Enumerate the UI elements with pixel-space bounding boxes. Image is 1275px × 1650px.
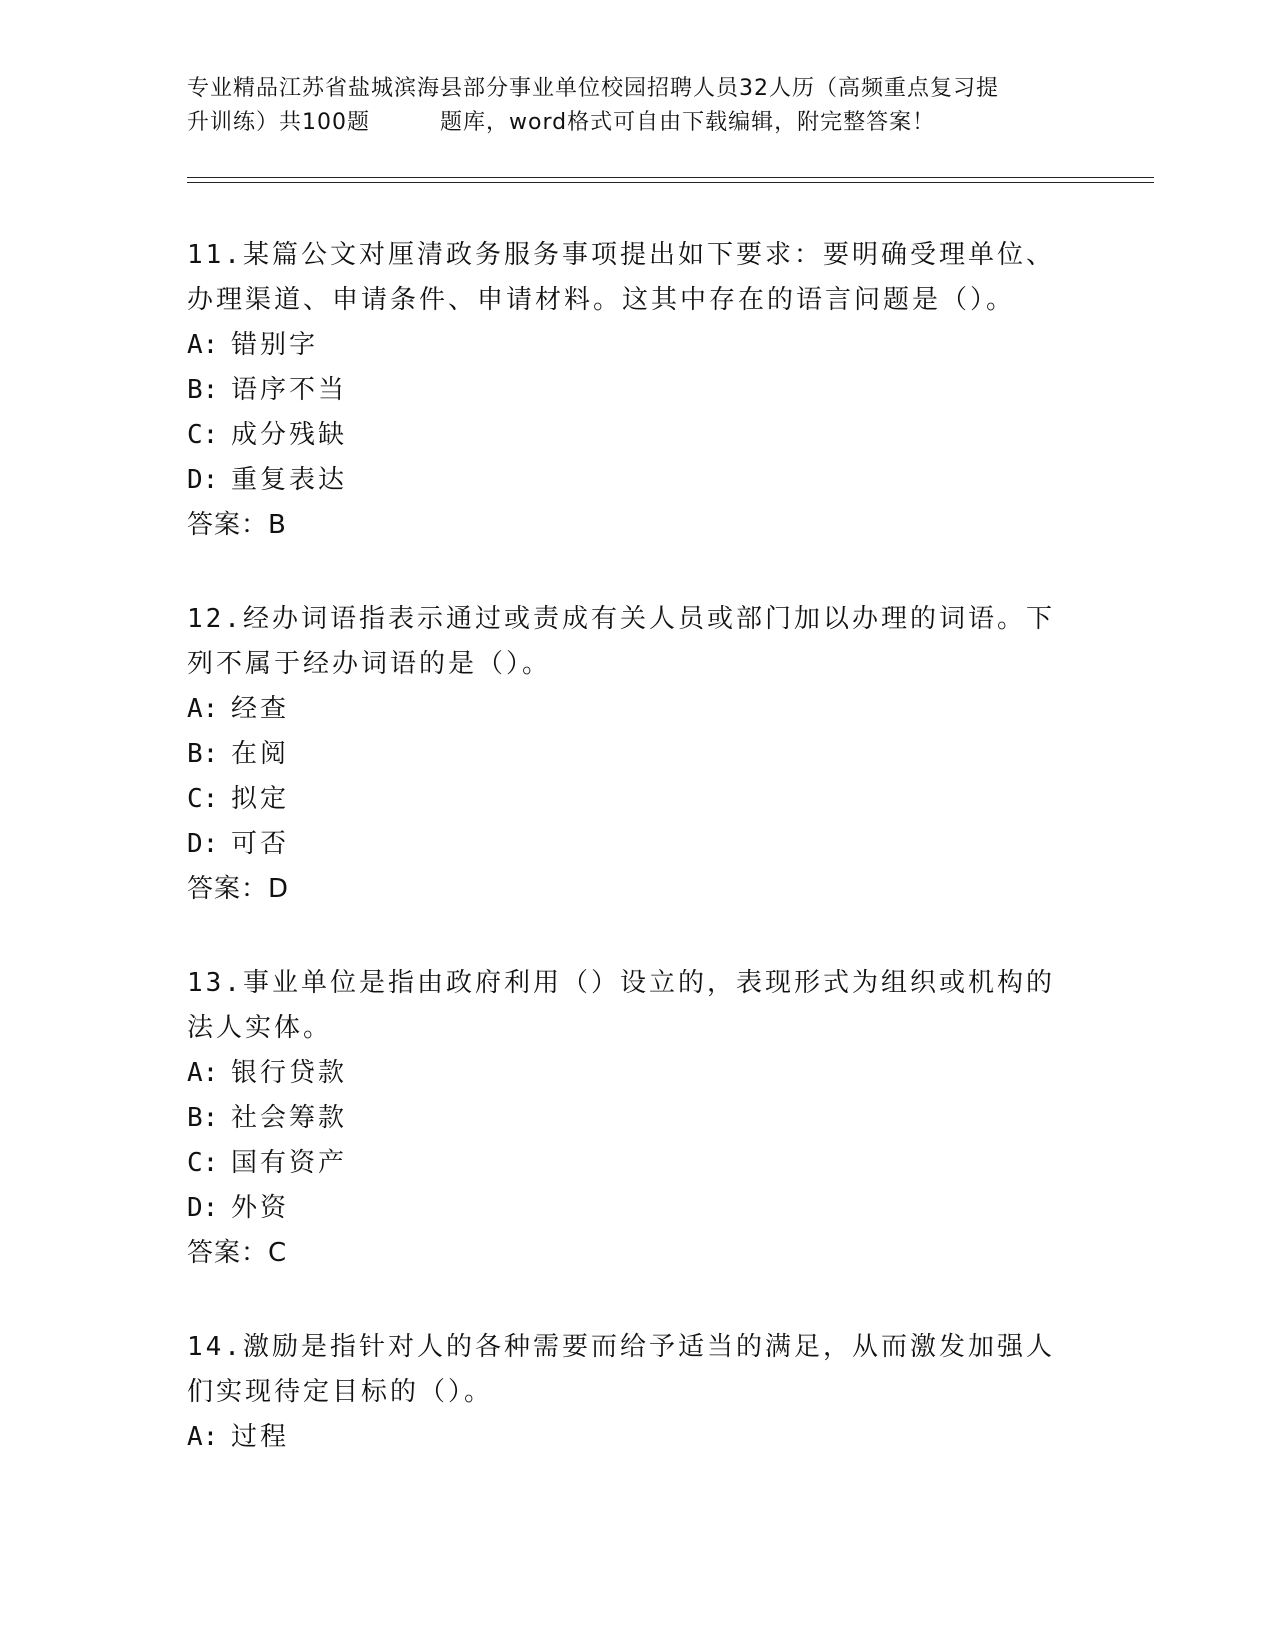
option-text: 可否 (231, 829, 290, 859)
option-letter: D: (187, 829, 219, 859)
header-title-line-2b: 题库，word格式可自由下载编辑，附完整答案！ (440, 110, 936, 135)
header-divider-top (187, 177, 1154, 178)
option-text: 在阅 (231, 739, 290, 769)
option-letter: C: (187, 420, 219, 450)
document-header (187, 72, 1087, 140)
header-title-line-1: 专业精品江苏省盐城滨海县部分事业单位校园招聘人员32人历（高频重点复习提 (187, 76, 999, 101)
question-14 (187, 1325, 1067, 1460)
option-letter: D: (187, 465, 219, 495)
option-letter: D: (187, 1193, 219, 1223)
option-text: 国有资产 (231, 1148, 348, 1178)
option-text: 拟定 (231, 784, 290, 814)
answer-line: 答案：D (187, 874, 290, 904)
header-title-line-2a: 升训练）共100题 (187, 110, 370, 135)
option-d (187, 822, 1067, 867)
option-text: 银行贷款 (231, 1058, 348, 1088)
option-text: 过程 (231, 1422, 290, 1452)
option-text: 成分残缺 (231, 420, 348, 450)
option-letter: A: (187, 1058, 219, 1088)
option-text: 错别字 (231, 330, 319, 360)
option-text: 外资 (231, 1193, 290, 1223)
option-d (187, 1186, 1067, 1231)
header-divider-bottom (187, 182, 1154, 183)
question-text: 14.激励是指针对人的各种需要而给予适当的满足，从而激发加强人们实现待定目标的（）。 (187, 1332, 1055, 1407)
question-text: 12.经办词语指表示通过或责成有关人员或部门加以办理的词语。下列不属于经办词语的是（）。 (187, 604, 1055, 679)
option-a (187, 1415, 1067, 1460)
option-letter: B: (187, 1103, 219, 1133)
option-text: 社会筹款 (231, 1103, 348, 1133)
option-letter: B: (187, 375, 219, 405)
option-a (187, 687, 1067, 732)
question-text: 13.事业单位是指由政府利用（）设立的，表现形式为组织或机构的法人实体。 (187, 968, 1055, 1043)
option-letter: A: (187, 694, 219, 724)
option-c (187, 777, 1067, 822)
option-letter: C: (187, 784, 219, 814)
option-d (187, 458, 1067, 503)
question-13 (187, 961, 1067, 1276)
option-a (187, 323, 1067, 368)
option-b (187, 1096, 1067, 1141)
option-a (187, 1051, 1067, 1096)
option-b (187, 368, 1067, 413)
answer-line: 答案：C (187, 1238, 288, 1268)
option-text: 语序不当 (231, 375, 348, 405)
option-c (187, 413, 1067, 458)
option-text: 经查 (231, 694, 290, 724)
question-12 (187, 597, 1067, 912)
question-text: 11.某篇公文对厘清政务服务事项提出如下要求：要明确受理单位、办理渠道、申请条件、申请材料。这其中存在的语言问题是（）。 (187, 240, 1055, 315)
answer-line: 答案：B (187, 510, 287, 540)
question-11 (187, 233, 1067, 548)
option-letter: A: (187, 1422, 219, 1452)
option-c (187, 1141, 1067, 1186)
option-letter: C: (187, 1148, 219, 1178)
option-letter: B: (187, 739, 219, 769)
option-b (187, 732, 1067, 777)
option-text: 重复表达 (231, 465, 348, 495)
option-letter: A: (187, 330, 219, 360)
header-title-line-2 (187, 106, 1087, 140)
